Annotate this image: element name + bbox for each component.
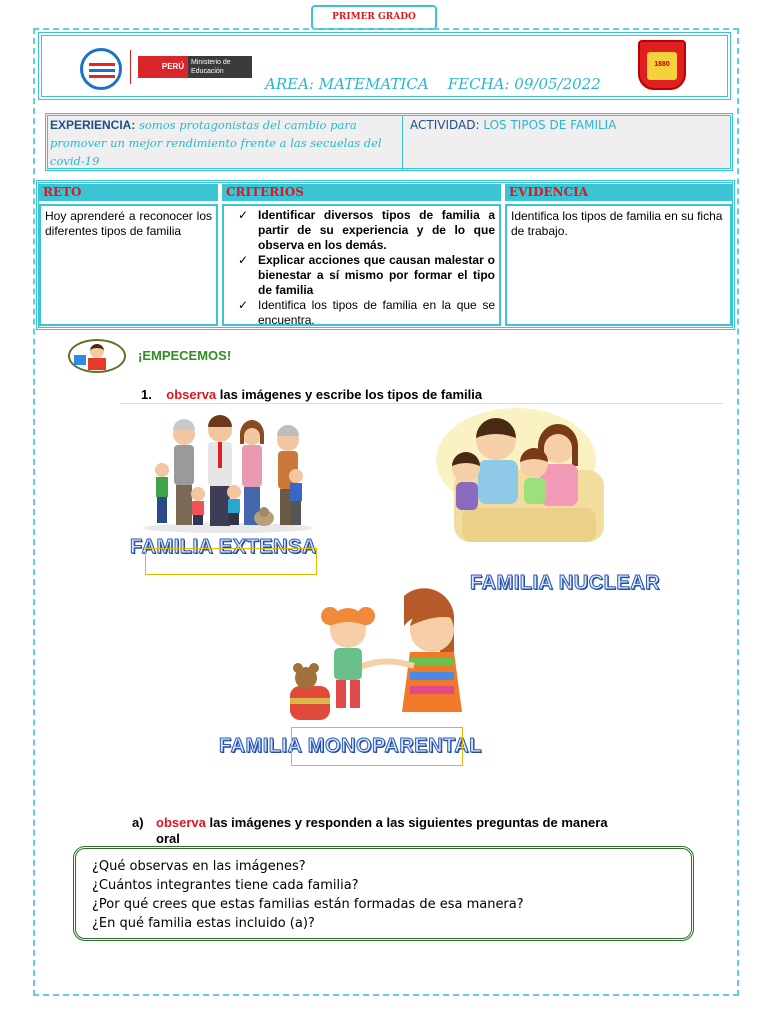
oral-questions-box xyxy=(73,846,694,941)
family-nuclear-title: FAMILIA NUCLEAR xyxy=(470,572,661,594)
logo-ministry-text: Ministerio de Educación xyxy=(191,59,231,75)
logo-peru-text: PERÚ xyxy=(158,56,188,78)
experience-text xyxy=(50,116,398,170)
experience-divider xyxy=(402,116,403,170)
criterion-item: ✓ Identifica los tipos de familia en la que se encuentra. xyxy=(238,298,495,327)
nuclear-family-illustration xyxy=(432,404,608,550)
single-parent-family-illustration xyxy=(284,586,474,726)
checkmark-icon: ✓ xyxy=(238,298,249,312)
question-underline xyxy=(120,403,723,404)
section-title: ¡EMPECEMOS! xyxy=(138,348,232,363)
answer-box-extensa[interactable] xyxy=(145,548,317,575)
question-text: las imágenes y escribe los tipos de familia xyxy=(216,387,483,402)
criterios-cell xyxy=(222,204,501,326)
experience-content: somos protagonistas del cambio para promover un mejor rendimiento frente a las secuelas del covid-19 xyxy=(50,118,382,168)
question-number: 1. xyxy=(141,387,152,402)
evidencia-cell: Identifica los tipos de familia en su ficha de trabajo. xyxy=(505,204,732,326)
activity-content: LOS TIPOS DE FAMILIA xyxy=(479,118,617,132)
checkmark-icon: ✓ xyxy=(238,208,249,222)
question-a-text: las imágenes y responden a las siguientes preguntas de manera oral xyxy=(156,815,608,846)
checkmark-icon: ✓ xyxy=(238,253,249,267)
header-evidencia: EVIDENCIA xyxy=(505,184,732,201)
question-a-verb: observa xyxy=(156,815,206,830)
question-letter: a) xyxy=(132,815,144,830)
oral-question: ¿Cuántos integrantes tiene cada familia? xyxy=(92,878,359,893)
school-badge-icon xyxy=(638,40,686,90)
question-a xyxy=(132,815,612,847)
criterion-item: ✓ Identificar diversos tipos de familia a partir de su experiencia y de lo que observa en los demás. xyxy=(238,208,495,252)
activity-label: ACTIVIDAD: xyxy=(410,118,480,132)
oral-question: ¿En qué familia estas incluido (a)? xyxy=(92,916,315,931)
education-logo-icon xyxy=(80,48,122,90)
activity-text xyxy=(410,118,616,132)
experience-label: EXPERIENCIA: xyxy=(50,118,136,132)
logo-divider xyxy=(130,50,131,84)
grade-tab: PRIMER GRADO xyxy=(311,5,437,30)
reto-cell: Hoy aprenderé a reconocer los diferentes tipos de familia xyxy=(39,204,218,326)
family-extensa-title: FAMILIA EXTENSA xyxy=(130,536,317,558)
ministry-logo xyxy=(138,56,252,78)
criterion-item: ✓ Explicar acciones que causan malestar o bienestar a sí mismo por formar el tipo de familia xyxy=(238,253,495,297)
area-date-title: AREA: MATEMATICA FECHA: 09/05/2022 xyxy=(265,75,601,93)
question-verb: observa xyxy=(166,387,217,402)
peru-shield-icon xyxy=(138,56,158,78)
family-monoparental-title: FAMILIA MONOPARENTAL xyxy=(219,735,482,757)
header-reto: RETO xyxy=(39,184,218,201)
question-1 xyxy=(141,387,482,402)
header-criterios: CRITERIOS xyxy=(222,184,501,201)
badge-number: 1880 xyxy=(647,52,677,80)
answer-box-monoparental[interactable] xyxy=(291,727,463,766)
oral-question: ¿Qué observas en las imágenes? xyxy=(92,859,306,874)
student-reading-icon xyxy=(68,339,126,373)
oral-question: ¿Por qué crees que estas familias están formadas de esa manera? xyxy=(92,897,524,912)
extended-family-illustration xyxy=(138,412,318,534)
